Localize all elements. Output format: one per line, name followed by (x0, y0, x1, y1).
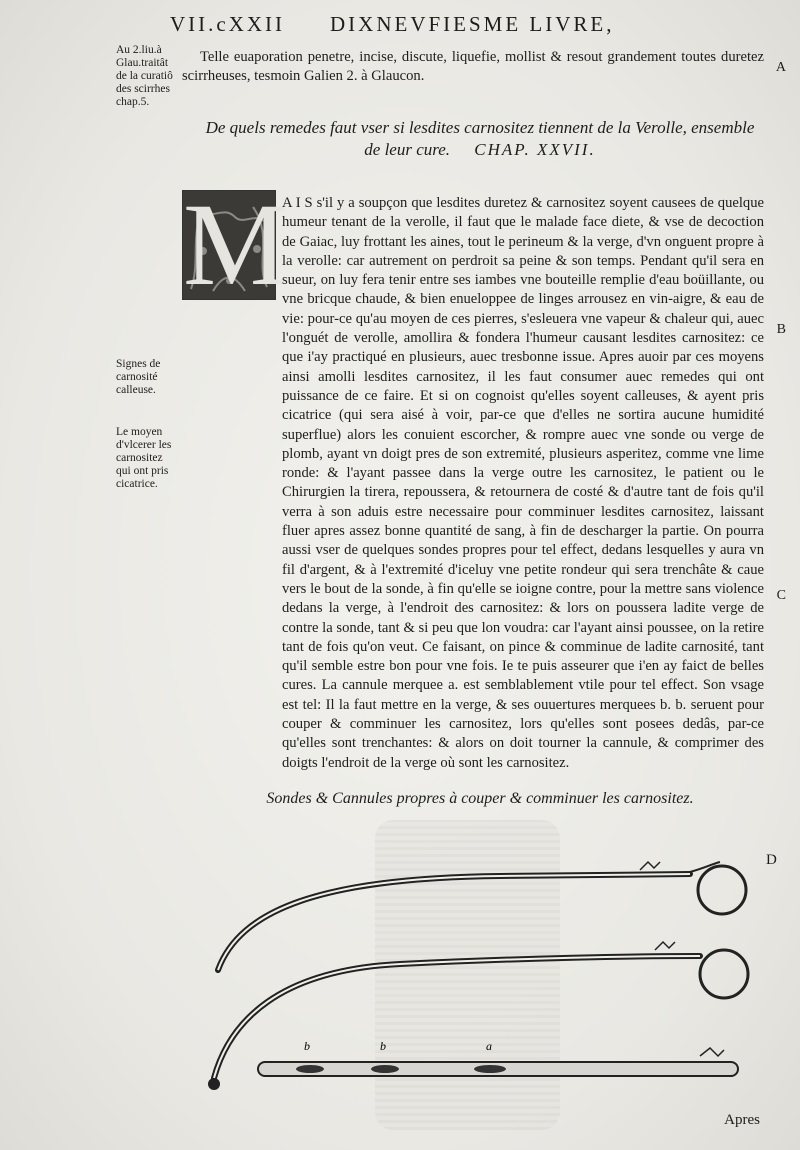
edge-letter-a: A (775, 60, 786, 75)
running-header (170, 12, 630, 38)
folio-number: VII.cXXII (170, 12, 286, 36)
initial-letter: M (183, 179, 288, 310)
cannula (258, 1048, 738, 1076)
chapter-body-text: A I S s'il y a soupçon que lesdites duretez & carnositez soyent causees de quelque humeur tenant de la verolle, il faut que le malade face diete, & vse de decoction de Gaiac, luy frottant les aines, tout le perineum & la verge, d'vn onguent propre à la verolle: car autrement on perdroit sa peine & son temps. Pendant qu'il sera en sueur, on luy fera tenir entre ses iambes vne bouteille remplie d'eau boüillante, ou vne bricque chaude, & bien enueloppee de linges arrousez en vin-aigre, & eau de vie: pour-ce qu'au moyen de ces pierres, s'esleuera vne vapeur & chaleur qui, auec l'onguét de verolle, amollira & fondera l'humeur causant lesdites carnositez: ce que i'ay practiqué en plusieurs, auec tresbonne issue. Apres auoir par ces moyens ainsi amolli lesdites carnositez, il les faut consumer auec remedes qui ont puissance de ce faire. Et si on cognoist qu'elles soyent calleuses, & ayent pris cicatrice (qui sera aisé à voir, par-ce que d'elles ne sortira aucune humidité superflue) alors les conuient escorcher, & rompre auec vne sonde ou verge de plomb, ayant vn doigt pres de son extremité, plusieurs asperitez, comme vne lime ronde: & l'ayant passee dans la verge outre les carnositez, le patient ou le Chirurgien la tirera, repoussera, & retournera de costé & d'autre tant de fois qu'il verra à son aduis estre necessaire pour comminuer lesdites carnositez, laissant fluer apres assez bonne quantité de sang, à fin de descharger la partie. On pourra aussi vser de quelques sondes propres pour tel effect, dedans lesquelles y aura vn fil d'argent, & à l'extremité d'iceluy vne petite rondeur qui sera trenchâte & caue vers le bout de la sonde, à fin qu'elle se ioigne contre, pour la mettre sans violence dedans la verge, à l'endroit des carnositez: & lors on poussera ladite verge de contre la sonde, tant & si peu que lon voudra: car l'ayant ainsi poussee, on la retire tant de fois qu'on veut. Ce faisant, on pince & comminue de ladite carnosité, tant qu'il semble estre bon pour vne fois. Ie te puis asseurer que i'en ay faict de belles cures. La cannule merquee a. est semblablement vtile pour tel effect. Son vsage est tel: Il la faut mettre en la verge, & ses ouuertures merquees b. b. seruent pour couper & comminuer les carnositez, lors qu'elles sont posees dedâs, par-ce qu'elles sont trenchantes: & alors on doit tourner la cannule, & comprimer des doigts l'endroit de la verge où sont les carnositez. (282, 195, 764, 771)
edge-letter-b: B (776, 322, 786, 337)
chapter-heading (200, 117, 760, 161)
probes-and-cannula-illustration (200, 850, 760, 1100)
book-section-title: DIXNEVFIESME LIVRE, (330, 12, 615, 36)
figure-caption: Sondes & Cannules propres à couper & comminuer les carnositez. (266, 790, 694, 807)
edge-letter-d: D (766, 852, 777, 868)
intro-paragraph: Telle euaporation penetre, incise, discute, liquefie, mollist & resout grandement toutes duretez scirrheuses, tesmoin Galien 2. à Glaucon. (182, 49, 764, 85)
label-b-1: b (304, 1039, 310, 1053)
chapter-number: CHAP. XXVII. (474, 140, 596, 159)
margin-note-moyen: Le moyen d'vlcerer les carnositez qui ont pris cicatrice. (116, 426, 172, 490)
margin-note-galien: Au 2.liu.à Glau.traitât de la curatiô des scirrhes chap.5. (116, 44, 173, 108)
chapter-title: De quels remedes faut vser si lesdites carnositez tiennent de la Verolle, ensemble de leur cure. (205, 118, 755, 159)
margin-note-signes: Signes de carnosité calleuse. (116, 358, 161, 396)
label-a: a (486, 1039, 492, 1053)
label-b-2: b (380, 1039, 386, 1053)
catchword: Apres (724, 1112, 760, 1128)
edge-letter-c: C (776, 588, 786, 603)
